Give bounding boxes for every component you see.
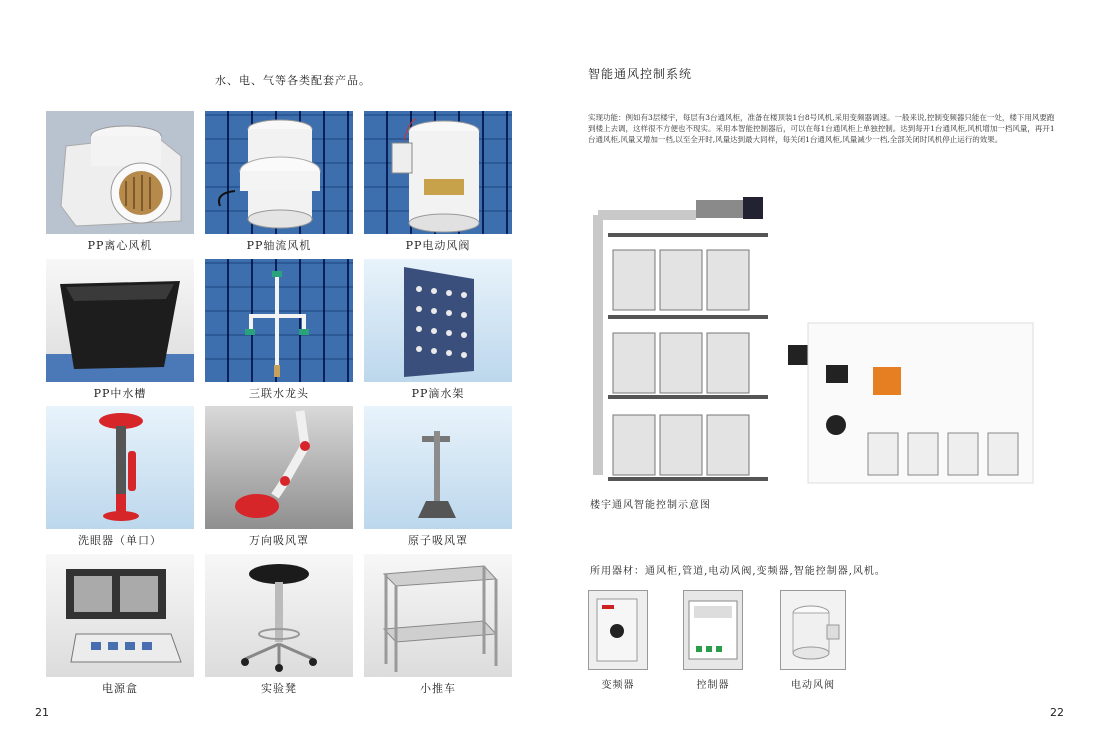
product-card [205, 259, 353, 401]
power-box-image [46, 554, 194, 677]
intro-text: 水、电、气等各类配套产品。 [215, 74, 371, 87]
right-page [548, 0, 1097, 750]
product-card [46, 259, 194, 401]
electric-damper-image [364, 111, 512, 234]
function-description: 实现功能：例如有3层楼宇，每层有3台通风柜，准备在楼顶装1台8号风机,采用变频器调速。一般来说,控制变频器只能在一处，楼下用风要跑到楼上去调，这样很不方便也不现实。采用本智能控制器后，可以在每1台通风柜上单独控制。达到每开1台通风柜,风机增加一档风量，再开1台通风柜,风量又增加一档,以至全开时,风量达到最大同样，每关闭1台通风柜,风量减少一档,全部关闭时风机停止运行的效果。 [588, 113, 1055, 144]
ventilation-diagram [578, 195, 1058, 485]
electric-damper-image [780, 590, 846, 670]
product-card [205, 406, 353, 548]
faucet-image [205, 259, 353, 382]
product-card [364, 406, 512, 548]
product-label: 原子吸风罩 [408, 534, 468, 547]
left-page [0, 0, 548, 750]
equipment-label: 控制器 [696, 680, 730, 691]
atomic-hood-image [364, 406, 512, 529]
product-label: 电源盒 [102, 682, 138, 695]
product-label: PP中水槽 [93, 387, 147, 400]
product-card [46, 554, 194, 696]
diagram-caption: 楼宇通风智能控制示意图 [590, 500, 711, 511]
axial-fan-image [205, 111, 353, 234]
controller-image [683, 590, 743, 670]
equipment-card [683, 590, 743, 691]
universal-hood-image [205, 406, 353, 529]
page-number: 21 [35, 706, 49, 719]
eyewash-image [46, 406, 194, 529]
product-label: 万向吸风罩 [249, 534, 309, 547]
lab-stool-image [205, 554, 353, 677]
product-label: 三联水龙头 [249, 387, 309, 400]
inverter-image [588, 590, 648, 670]
product-label: PP滴水架 [411, 387, 465, 400]
page-number: 22 [1050, 706, 1064, 719]
product-label: PP离心风机 [87, 239, 153, 252]
sink-image [46, 259, 194, 382]
cart-image [364, 554, 512, 677]
centrifugal-fan-image [46, 111, 194, 234]
equipment-card [588, 590, 648, 691]
product-card [205, 554, 353, 696]
product-label: PP轴流风机 [246, 239, 312, 252]
equipment-card [780, 590, 846, 691]
product-card [364, 111, 512, 253]
product-label: PP电动风阀 [405, 239, 471, 252]
section-title: 智能通风控制系统 [588, 67, 693, 81]
drying-rack-image [364, 259, 512, 382]
product-card [46, 111, 194, 253]
product-card [205, 111, 353, 253]
equipment-label: 电动风阀 [791, 680, 835, 691]
product-card [46, 406, 194, 548]
product-label: 实验凳 [261, 682, 297, 695]
product-label: 小推车 [420, 682, 456, 695]
product-label: 洗眼器（单口） [78, 534, 162, 547]
materials-text: 所用器材：通风柜,管道,电动风阀,变频器,智能控制器,风机。 [590, 566, 886, 577]
product-card [364, 554, 512, 696]
equipment-label: 变频器 [601, 680, 635, 691]
product-card [364, 259, 512, 401]
